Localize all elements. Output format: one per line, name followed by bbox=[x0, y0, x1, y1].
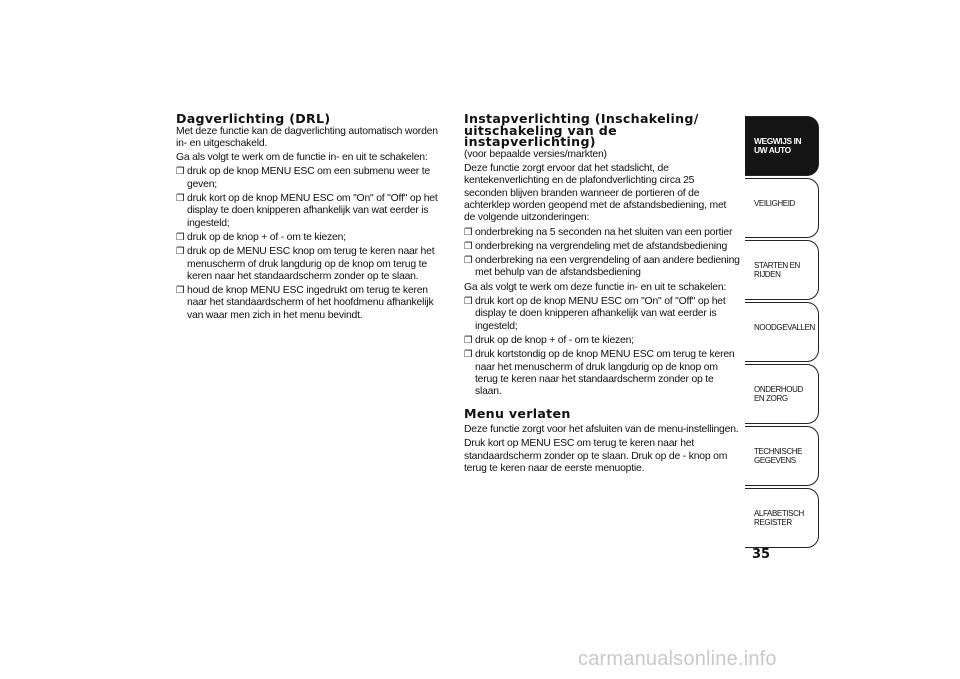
tab-technische-gegevens[interactable]: TECHNISCHE GEGEVENS bbox=[745, 426, 819, 486]
bullet-item bbox=[464, 296, 740, 333]
checkbox-bullet-icon: ❒ bbox=[176, 231, 185, 243]
section-heading-menu-verlaten: Menu verlaten bbox=[464, 406, 571, 422]
paragraph: Ga als volgt te werk om deze functie in- en uit te schakelen: bbox=[464, 281, 727, 293]
checkbox-bullet-icon: ❒ bbox=[464, 296, 473, 308]
checkbox-bullet-icon: ❒ bbox=[464, 226, 473, 238]
paragraph: Deze functie zorgt ervoor dat het stadslicht, de kentekenverlichting en de plafondverlichting circa 25 seconden blijven branden wanneer de portieren of de achterklep worden geopend met de afstandsbediening, met de volgende uitzonderingen: bbox=[464, 163, 727, 224]
bullet-text: druk kortstondig op de knop MENU ESC om terug te keren naar het menuscherm of druk langdurig op de knop om terug te keren naar het standaardscherm zonder op te slaan. bbox=[475, 349, 735, 398]
bullet-text: onderbreking na vergrendeling met de afstandsbediening bbox=[475, 240, 728, 252]
page-number: 35 bbox=[752, 547, 771, 562]
bullet-item bbox=[176, 285, 448, 322]
bullet-text: druk kort op de knop MENU ESC om "On" of "Off" op het display te doen knipperen afhankelijk van wat eerder is ingesteld; bbox=[187, 193, 438, 229]
checkbox-bullet-icon: ❒ bbox=[464, 255, 473, 267]
subtitle: (voor bepaalde versies/markten) bbox=[464, 148, 607, 160]
checkbox-bullet-icon: ❒ bbox=[176, 166, 185, 178]
tab-starten-en-rijden[interactable]: STARTEN EN RIJDEN bbox=[745, 240, 819, 300]
checkbox-bullet-icon: ❒ bbox=[176, 193, 185, 205]
bullet-item bbox=[176, 246, 448, 283]
bullet-item bbox=[464, 227, 740, 239]
tab-alfabetisch-register[interactable]: ALFABETISCH REGISTER bbox=[745, 488, 819, 548]
paragraph: Ga als volgt te werk om de functie in- en uit te schakelen: bbox=[176, 152, 428, 164]
tab-wegwijs-in-uw-auto[interactable]: WEGWIJS IN UW AUTO bbox=[745, 116, 819, 176]
paragraph: Deze functie zorgt voor het afsluiten van de menu-instellingen. bbox=[464, 424, 739, 436]
tab-veiligheid[interactable]: VEILIGHEID bbox=[745, 178, 819, 238]
bullet-text: druk op de MENU ESC knop om terug te keren naar het menuscherm of druk langdurig op de knop om terug te keren naar het standaardscherm zonder op te slaan. bbox=[187, 246, 435, 282]
checkbox-bullet-icon: ❒ bbox=[464, 349, 473, 361]
section-heading-drl: Dagverlichting (DRL) bbox=[176, 111, 331, 126]
watermark: carmanualsonline.info bbox=[578, 648, 777, 670]
bullet-text: houd de knop MENU ESC ingedrukt om terug te keren naar het standaardscherm of het hoofdmenu afhankelijk van waar men zich in het menu bevindt. bbox=[187, 285, 434, 321]
bullet-item bbox=[176, 166, 448, 191]
tab-onderhoud-en-zorg[interactable]: ONDERHOUD EN ZORG bbox=[745, 364, 819, 424]
chapter-tabs bbox=[745, 116, 819, 550]
checkbox-bullet-icon: ❒ bbox=[464, 334, 473, 346]
bullet-item bbox=[464, 255, 740, 280]
checkbox-bullet-icon: ❒ bbox=[176, 246, 185, 258]
bullet-item bbox=[464, 349, 740, 398]
tab-noodgevallen[interactable]: NOODGEVALLEN bbox=[745, 302, 819, 362]
bullet-item bbox=[464, 241, 740, 253]
bullet-item bbox=[464, 335, 740, 347]
bullet-item bbox=[176, 193, 448, 230]
bullet-text: druk op de knop + of - om te kiezen; bbox=[187, 231, 346, 243]
left-column bbox=[176, 113, 448, 324]
bullet-item bbox=[176, 232, 448, 244]
section-heading-instapverlichting: Instapverlichting (Inschakeling/ uitschakeling van de instapverlichting) bbox=[464, 111, 699, 150]
checkbox-bullet-icon: ❒ bbox=[176, 285, 185, 297]
right-column bbox=[464, 113, 740, 477]
bullet-text: onderbreking na 5 seconden na het sluiten van een portier bbox=[475, 226, 733, 238]
bullet-text: onderbreking na een vergrendeling of aan andere bediening met behulp van de afstandsbediening bbox=[475, 255, 740, 279]
paragraph: Met deze functie kan de dagverlichting automatisch worden in- en uitgeschakeld. bbox=[176, 125, 438, 149]
bullet-text: druk kort op de knop MENU ESC om "On" of "Off" op het display te doen knipperen afhankelijk van wat eerder is ingesteld; bbox=[475, 296, 726, 332]
checkbox-bullet-icon: ❒ bbox=[464, 240, 473, 252]
bullet-text: druk op de knop + of - om te kiezen; bbox=[475, 334, 634, 346]
bullet-text: druk op de knop MENU ESC om een submenu weer te geven; bbox=[187, 166, 430, 190]
paragraph: Druk kort op MENU ESC om terug te keren naar het standaardscherm zonder op te slaan. Druk op de - knop om terug te keren naar de eerste menuoptie. bbox=[464, 438, 728, 474]
